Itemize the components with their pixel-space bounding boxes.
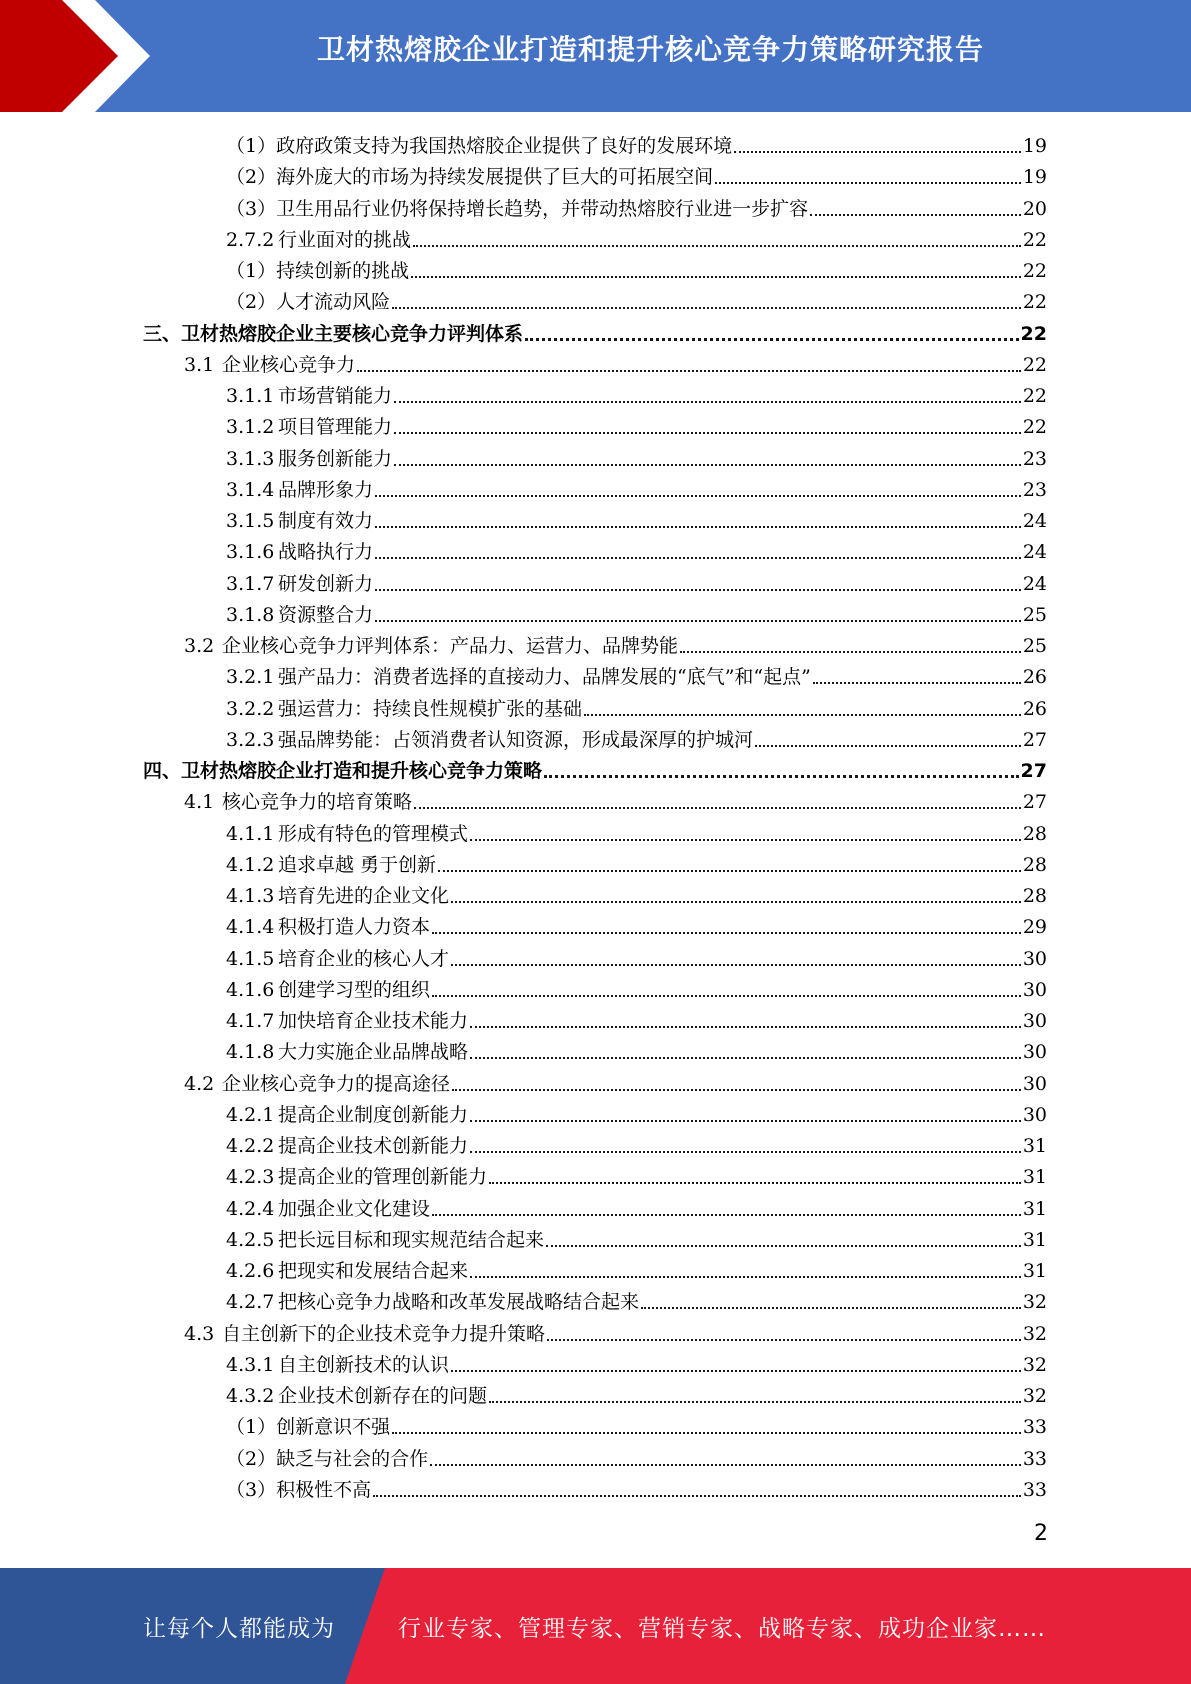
toc-entry-title: 提高企业技术创新能力	[278, 1135, 469, 1157]
toc-entry[interactable]	[226, 1003, 1047, 1034]
toc-entry-title: 把现实和发展结合起来	[278, 1260, 469, 1282]
toc-entry[interactable]	[226, 128, 1047, 159]
toc-entry-page: 22	[1022, 260, 1047, 282]
toc-entry-number: 3.1.4	[226, 479, 275, 501]
toc-entry[interactable]	[226, 878, 1047, 909]
toc-entry-page: 26	[1022, 698, 1047, 720]
toc-entry[interactable]	[184, 784, 1047, 815]
toc-entry-title: 服务创新能力	[278, 448, 393, 470]
toc-dot-leader	[734, 149, 1021, 153]
toc-entry-page: 32	[1022, 1354, 1047, 1376]
toc-dot-leader	[451, 1368, 1021, 1372]
toc-entry-page: 28	[1022, 823, 1047, 845]
toc-dot-leader	[470, 1055, 1021, 1059]
toc-entry-title: 强运营力：持续良性规模扩张的基础	[278, 698, 583, 720]
toc-entry[interactable]	[226, 1159, 1047, 1190]
toc-entry-title: 加强企业文化建设	[278, 1198, 431, 1220]
toc-entry-title: 形成有特色的管理模式	[278, 823, 469, 845]
toc-entry[interactable]	[226, 1472, 1047, 1503]
toc-entry[interactable]	[226, 159, 1047, 190]
toc-entry-number: 3.1.8	[226, 604, 275, 626]
toc-entry-number: 4.1.6	[226, 979, 275, 1001]
toc-entry[interactable]	[226, 284, 1047, 315]
toc-dot-leader	[438, 868, 1021, 872]
toc-entry[interactable]	[226, 1284, 1047, 1315]
toc-entry-page: 29	[1022, 916, 1047, 938]
toc-entry-number: 3.1	[184, 354, 215, 376]
toc-entry-title: 把核心竞争力战略和改革发展战略结合起来	[278, 1291, 640, 1313]
toc-entry-title: （1）政府政策支持为我国热熔胶企业提供了良好的发展环境	[226, 135, 733, 157]
toc-entry[interactable]	[184, 1316, 1047, 1347]
toc-entry-title: 提高企业制度创新能力	[278, 1104, 469, 1126]
toc-entry-page: 31	[1022, 1260, 1047, 1282]
toc-entry-number: 3.1.6	[226, 541, 275, 563]
toc-dot-leader	[547, 1337, 1021, 1341]
toc-entry-number: 4.1.1	[226, 823, 275, 845]
toc-dot-leader	[584, 712, 1021, 716]
toc-entry[interactable]	[184, 347, 1047, 378]
toc-entry-page: 24	[1022, 573, 1047, 595]
toc-entry-title: （2）海外庞大的市场为持续发展提供了巨大的可拓展空间	[226, 166, 714, 188]
toc-entry-number: 3.1.5	[226, 510, 275, 532]
toc-entry-page: 32	[1022, 1291, 1047, 1313]
toc-dot-leader	[430, 1462, 1021, 1466]
toc-entry-title: 研发创新力	[278, 573, 374, 595]
toc-entry[interactable]	[226, 1191, 1047, 1222]
toc-entry-title: 强产品力：消费者选择的直接动力、品牌发展的“底气”和“起点”	[278, 666, 811, 688]
toc-dot-leader	[432, 930, 1021, 934]
toc-entry-title: 培育企业的核心人才	[278, 948, 450, 970]
toc-entry-page: 19	[1022, 166, 1047, 188]
toc-entry-number: 4.3	[184, 1323, 215, 1345]
toc-entry-number: 3.1.7	[226, 573, 275, 595]
toc-entry-title: （3）卫生用品行业仍将保持增长趋势，并带动热熔胶行业进一步扩容	[226, 198, 809, 220]
toc-dot-leader	[357, 368, 1021, 372]
toc-entry-page: 30	[1022, 1010, 1047, 1032]
toc-entry-page: 22	[1022, 354, 1047, 376]
toc-entry[interactable]	[143, 753, 1047, 784]
toc-dot-leader	[413, 243, 1021, 247]
toc-entry-title: 大力实施企业品牌战略	[278, 1041, 469, 1063]
toc-entry-title: 资源整合力	[278, 604, 374, 626]
toc-entry-page: 31	[1022, 1229, 1047, 1251]
toc-entry-title: 企业核心竞争力评判体系：产品力、运营力、品牌势能	[222, 635, 679, 657]
toc-entry-page: 23	[1022, 479, 1047, 501]
toc-entry-page: 19	[1022, 135, 1047, 157]
toc-entry-number: 3.2.2	[226, 698, 275, 720]
toc-entry-number: 4.2.7	[226, 1291, 275, 1313]
toc-entry-page: 24	[1022, 510, 1047, 532]
document-title: 卫材热熔胶企业打造和提升核心竞争力策略研究报告	[316, 33, 984, 66]
toc-entry-title: 积极打造人力资本	[278, 916, 431, 938]
toc-entry-number: 3.1.2	[226, 416, 275, 438]
page-footer	[0, 1568, 1191, 1684]
toc-entry[interactable]	[226, 972, 1047, 1003]
toc-entry-title: 提高企业的管理创新能力	[278, 1166, 488, 1188]
toc-entry-number: 4.2	[184, 1073, 215, 1095]
toc-entry-page: 24	[1022, 541, 1047, 563]
toc-dot-leader	[470, 1274, 1021, 1278]
toc-dot-leader	[451, 899, 1021, 903]
toc-entry-number: 4.1.3	[226, 885, 275, 907]
toc-entry-page: 32	[1022, 1323, 1047, 1345]
toc-entry-page: 22	[1020, 323, 1047, 345]
toc-entry[interactable]	[226, 1128, 1047, 1159]
toc-entry-title: 企业核心竞争力	[222, 354, 356, 376]
toc-entry[interactable]	[226, 472, 1047, 503]
toc-entry-page: 22	[1022, 416, 1047, 438]
toc-dot-leader	[452, 1087, 1021, 1091]
toc-entry[interactable]	[226, 1441, 1047, 1472]
toc-entry-title: 企业核心竞争力的提高途径	[222, 1073, 451, 1095]
toc-entry-page: 27	[1022, 791, 1047, 813]
toc-dot-leader	[392, 305, 1021, 309]
toc-dot-leader	[810, 212, 1021, 216]
page-number: 2	[1034, 1521, 1048, 1546]
toc-dot-leader	[755, 743, 1021, 747]
toc-entry-page: 28	[1022, 854, 1047, 876]
toc-entry[interactable]	[226, 191, 1047, 222]
toc-entry-page: 30	[1022, 1041, 1047, 1063]
toc-entry-title: 加快培育企业技术能力	[278, 1010, 469, 1032]
toc-entry-page: 23	[1022, 448, 1047, 470]
toc-dot-leader	[375, 618, 1021, 622]
toc-entry-page: 27	[1020, 760, 1047, 782]
toc-entry-page: 30	[1022, 948, 1047, 970]
toc-entry-number: 4.2.2	[226, 1135, 275, 1157]
toc-entry-title: 战略执行力	[278, 541, 374, 563]
toc-entry-page: 33	[1022, 1448, 1047, 1470]
toc-entry[interactable]	[226, 409, 1047, 440]
toc-entry[interactable]	[226, 597, 1047, 628]
toc-entry-page: 32	[1022, 1385, 1047, 1407]
toc-entry-title: 四、卫材热熔胶企业打造和提升核心竞争力策略	[143, 760, 543, 782]
toc-dot-leader	[544, 773, 1019, 778]
toc-entry-number: 3.1.1	[226, 385, 275, 407]
toc-entry[interactable]	[184, 628, 1047, 659]
toc-entry-title: 强品牌势能：占领消费者认知资源，形成最深厚的护城河	[278, 729, 754, 751]
toc-entry[interactable]	[226, 222, 1047, 253]
toc-entry[interactable]	[226, 534, 1047, 565]
footer-roles: 行业专家、管理专家、营销专家、战略专家、成功企业家……	[398, 1616, 1046, 1642]
toc-entry-number: 3.2.1	[226, 666, 275, 688]
toc-dot-leader	[375, 493, 1021, 497]
toc-dot-leader	[394, 399, 1021, 403]
toc-entry[interactable]	[226, 503, 1047, 534]
toc-entry[interactable]	[226, 566, 1047, 597]
toc-entry-number: 4.1.5	[226, 948, 275, 970]
toc-entry-number: 4.2.3	[226, 1166, 275, 1188]
toc-entry-number: 3.2	[184, 635, 215, 657]
toc-entry-page: 33	[1022, 1479, 1047, 1501]
toc-dot-leader	[432, 1212, 1021, 1216]
toc-entry-title: 企业技术创新存在的问题	[278, 1385, 488, 1407]
toc-entry[interactable]	[226, 722, 1047, 753]
toc-entry-title: 品牌形象力	[278, 479, 374, 501]
toc-entry[interactable]	[226, 1409, 1047, 1440]
toc-entry-page: 31	[1022, 1198, 1047, 1220]
toc-entry-number: 4.1.7	[226, 1010, 275, 1032]
toc-entry-title: 行业面对的挑战	[278, 229, 412, 251]
toc-dot-leader	[715, 180, 1021, 184]
toc-entry[interactable]	[226, 1097, 1047, 1128]
toc-entry[interactable]	[226, 1378, 1047, 1409]
toc-dot-leader	[411, 274, 1021, 278]
toc-dot-leader	[489, 1399, 1021, 1403]
toc-entry[interactable]	[184, 1066, 1047, 1097]
toc-entry-page: 25	[1022, 635, 1047, 657]
toc-entry-title: 三、卫材热熔胶企业主要核心竞争力评判体系	[143, 323, 524, 345]
toc-dot-leader	[525, 336, 1019, 341]
toc-dot-leader	[813, 680, 1021, 684]
toc-entry-page: 22	[1022, 291, 1047, 313]
toc-entry-title: 制度有效力	[278, 510, 374, 532]
toc-entry-page: 22	[1022, 385, 1047, 407]
toc-entry-page: 20	[1022, 198, 1047, 220]
header-chevron-decoration	[0, 0, 170, 112]
toc-dot-leader	[375, 555, 1021, 559]
toc-entry-number: 4.1.4	[226, 916, 275, 938]
toc-entry-title: （3）积极性不高	[226, 1479, 372, 1501]
toc-dot-leader	[470, 1024, 1021, 1028]
toc-entry[interactable]	[226, 847, 1047, 878]
toc-entry-title: 自主创新下的企业技术竞争力提升策略	[222, 1323, 546, 1345]
toc-dot-leader	[394, 430, 1021, 434]
toc-dot-leader	[373, 1493, 1021, 1497]
toc-entry-page: 31	[1022, 1135, 1047, 1157]
toc-entry[interactable]	[226, 691, 1047, 722]
toc-entry-page: 25	[1022, 604, 1047, 626]
toc-dot-leader	[470, 1149, 1021, 1153]
toc-entry-title: 自主创新技术的认识	[278, 1354, 450, 1376]
toc-entry-number: 4.2.4	[226, 1198, 275, 1220]
toc-entry[interactable]	[226, 1034, 1047, 1065]
toc-dot-leader	[414, 805, 1021, 809]
toc-dot-leader	[680, 649, 1021, 653]
toc-entry[interactable]	[226, 1347, 1047, 1378]
footer-slogan: 让每个人都能成为	[143, 1616, 335, 1642]
toc-entry[interactable]	[226, 441, 1047, 472]
toc-entry[interactable]	[226, 659, 1047, 690]
toc-entry-number: 4.2.6	[226, 1260, 275, 1282]
toc-entry-page: 30	[1022, 1073, 1047, 1095]
toc-entry-number: 3.2.3	[226, 729, 275, 751]
toc-dot-leader	[375, 524, 1021, 528]
toc-entry[interactable]	[226, 1253, 1047, 1284]
toc-entry-page: 26	[1022, 666, 1047, 688]
toc-entry[interactable]	[226, 909, 1047, 940]
toc-entry-title: 项目管理能力	[278, 416, 393, 438]
toc-entry-number: 2.7.2	[226, 229, 275, 251]
toc-dot-leader	[641, 1305, 1021, 1309]
toc-entry-number: 4.1	[184, 791, 215, 813]
toc-entry-page: 28	[1022, 885, 1047, 907]
toc-entry-page: 27	[1022, 729, 1047, 751]
toc-entry-number: 4.3.1	[226, 1354, 275, 1376]
toc-entry-number: 4.1.2	[226, 854, 275, 876]
toc-entry-number: 4.2.5	[226, 1229, 275, 1251]
toc-entry-page: 31	[1022, 1166, 1047, 1188]
toc-entry-page: 33	[1022, 1416, 1047, 1438]
toc-entry-title: （2）人才流动风险	[226, 291, 391, 313]
toc-entry-title: 把长远目标和现实规范结合起来	[278, 1229, 545, 1251]
toc-dot-leader	[470, 1118, 1021, 1122]
toc-dot-leader	[546, 1243, 1021, 1247]
page-header	[0, 0, 1191, 112]
toc-entry-number: 3.1.3	[226, 448, 275, 470]
toc-entry-page: 30	[1022, 1104, 1047, 1126]
toc-dot-leader	[489, 1180, 1021, 1184]
toc-entry-page: 22	[1022, 229, 1047, 251]
toc-entry-number: 4.1.8	[226, 1041, 275, 1063]
toc-dot-leader	[392, 1430, 1021, 1434]
toc-dot-leader	[375, 587, 1021, 591]
toc-entry-title: 创建学习型的组织	[278, 979, 431, 1001]
toc-entry[interactable]	[143, 316, 1047, 347]
toc-entry-title: （1）创新意识不强	[226, 1416, 391, 1438]
toc-entry-title: 核心竞争力的培育策略	[222, 791, 413, 813]
toc-dot-leader	[451, 962, 1021, 966]
toc-entry[interactable]	[226, 941, 1047, 972]
toc-entry[interactable]	[226, 378, 1047, 409]
toc-entry-number: 4.2.1	[226, 1104, 275, 1126]
toc-entry[interactable]	[226, 816, 1047, 847]
toc-entry-number: 4.3.2	[226, 1385, 275, 1407]
toc-entry-title: 培育先进的企业文化	[278, 885, 450, 907]
toc-dot-leader	[470, 837, 1021, 841]
toc-entry-title: （1）持续创新的挑战	[226, 260, 410, 282]
toc-entry-title: 市场营销能力	[278, 385, 393, 407]
toc-entry[interactable]	[226, 1222, 1047, 1253]
toc-dot-leader	[394, 462, 1021, 466]
toc-entry-page: 30	[1022, 979, 1047, 1001]
toc-entry-title: （2）缺乏与社会的合作	[226, 1448, 429, 1470]
toc-entry-title: 追求卓越 勇于创新	[278, 854, 437, 876]
toc-entry[interactable]	[226, 253, 1047, 284]
toc-dot-leader	[432, 993, 1021, 997]
